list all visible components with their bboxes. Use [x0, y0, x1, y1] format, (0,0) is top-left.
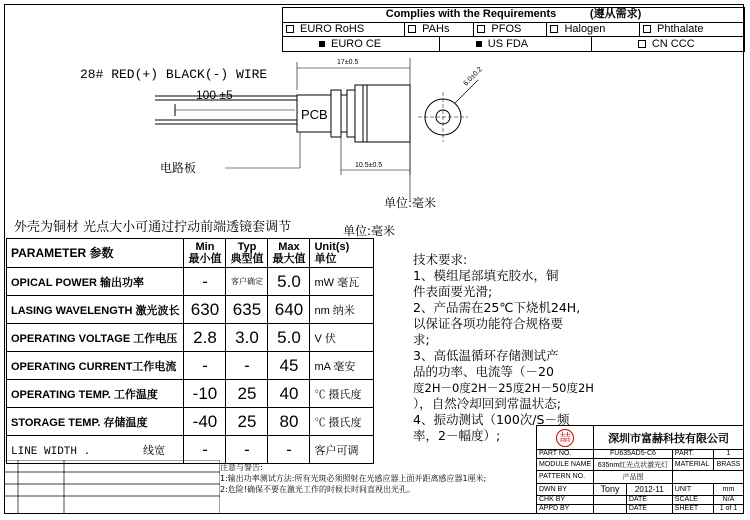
technical-requirements [413, 252, 598, 444]
unit-label: 单位:毫米 [384, 196, 437, 210]
compliance-item-ccc[interactable]: CN CCC [591, 37, 744, 52]
header-unit: Unit(s) 单位 [310, 239, 374, 268]
drawing-date: 2012-11 [626, 483, 672, 495]
part-no-label: PART NO. [537, 450, 594, 459]
dim-diameter-label: 10.5±0.5 [355, 162, 383, 169]
parameter-table [6, 238, 374, 464]
compliance-item-halogen[interactable]: Halogen [547, 22, 640, 37]
wire-length-label: 100 ±5 [196, 88, 233, 102]
table-row: OPERATING CURRENT工作电流 - - 45 mA 毫安 [7, 352, 374, 380]
dim-length-label: 17±0.5 [337, 59, 359, 66]
compliance-item-phthalate[interactable]: Phthalate [640, 22, 745, 37]
header-min: Min 最小值 [184, 239, 226, 268]
pcb-label: PCB [301, 107, 328, 122]
tech-line: 3、高低温循环存储测试产 [413, 348, 559, 363]
tech-title: 技术要求: [413, 252, 468, 267]
circuit-board-label: 电路板 [160, 161, 197, 175]
product-drawing: 产品图 [594, 471, 673, 483]
scale-value: N/A [714, 496, 744, 505]
warnings-title: 注意与警告: [220, 463, 263, 472]
wire-label: 28# RED(+) BLACK(-) WIRE [80, 67, 268, 82]
date-label: DATE [626, 504, 672, 513]
part-value: 1 [714, 450, 744, 459]
tech-line: 以保证各项功能符合规格要 [413, 316, 564, 331]
table-row: OPERATING VOLTAGE 工作电压 2.8 3.0 5.0 V 伏 [7, 324, 374, 352]
pattern-label: PATTERN NO. [537, 471, 594, 483]
part-label: PART. [672, 450, 713, 459]
compliance-item-ce[interactable]: EURO CE [283, 37, 440, 52]
material-value: BRASS [714, 458, 744, 470]
warning-line: 1:输出功率测试方法:所有光斑必须照射在光感应器上面并距离感应器1厘米; [220, 474, 487, 483]
drawn-by: Tony [594, 483, 627, 495]
drawn-label: DWN BY [537, 483, 594, 495]
tech-line: 率，2－幅度）; [413, 428, 501, 443]
table-row: OPERATING TEMP. 工作温度 -10 25 40 ℃ 摄氏度 [7, 380, 374, 408]
compliance-title-cn: (遵从需求) [589, 8, 642, 21]
compliance-item-rohs[interactable]: EURO RoHS [283, 22, 405, 37]
module-name: 635nm红光点状激光灯 [594, 458, 673, 470]
warnings [220, 462, 486, 495]
module-label: MODULE NAME [537, 458, 594, 470]
table-row: OPICAL POWER 输出功率 - 客户确定 5.0 mW 毫瓦 [7, 268, 374, 296]
compliance-item-fda[interactable]: US FDA [439, 37, 591, 52]
appd-label: APPD BY [537, 504, 594, 513]
compliance-item-pfos[interactable]: PFOS [474, 22, 547, 37]
tech-line: ），自然冷却回到常温状态; [413, 396, 561, 411]
scale-label: SCALE [672, 496, 713, 505]
tech-line: 件表面要光滑; [413, 284, 493, 299]
unit-value: mm [714, 483, 744, 495]
tech-line: 4、振动测试（100次/S－频 [413, 412, 570, 427]
housing-note: 外壳为铜材 光点大小可通过拧动前端透镜套调节 [14, 220, 292, 235]
material-label: MATERIAL [672, 458, 713, 470]
header-typ: Typ 典型值 [226, 239, 268, 268]
title-block [536, 425, 744, 514]
header-parameter: PARAMETER 参数 [7, 239, 184, 268]
part-no: FU635AD5-C6 [594, 450, 673, 459]
check-label: CHK BY [537, 496, 594, 505]
table-row: LASING WAVELENGTH 激光波长 630 635 640 nm 纳米 [7, 296, 374, 324]
header-max: Max 最大值 [268, 239, 310, 268]
sheet-label: SHEET [672, 504, 713, 513]
company-name: 深圳市富赫科技有限公司 [594, 426, 744, 450]
unit-label-2: 单位:毫米 [343, 224, 396, 238]
tech-line: 度2H－0度2H－25度2H－50度2H [413, 381, 594, 395]
revision-block [4, 460, 220, 514]
mechanical-drawing [0, 0, 750, 240]
date-label: DATE [626, 496, 672, 505]
logo-seal-icon: 喆 [556, 429, 574, 447]
tech-line: 品的功率、电流等（－20 [413, 364, 554, 379]
sheet-value: 1 of 1 [714, 504, 744, 513]
tech-line: 1、模组尾部填充胶水，铜 [413, 268, 559, 283]
warning-line: 2:危险!确保不要在激光工作的时候长时间直视出光孔。 [220, 485, 415, 494]
tech-line: 求; [413, 332, 430, 347]
compliance-item-pahs[interactable]: PAHs [405, 22, 474, 37]
company-logo [537, 426, 594, 450]
compliance-title: Complies with the Requirements [385, 8, 557, 21]
unit-label: UNIT [672, 483, 713, 495]
dim-ring-label: 6.0±0.2 [462, 65, 484, 88]
tech-line: 2、产品需在25℃下烧机24H, [413, 300, 581, 315]
table-row: STORAGE TEMP. 存储温度 -40 25 80 ℃ 摄氏度 [7, 408, 374, 436]
table-row: LINE WIDTH . 线宽 - - - 客户可调 [7, 436, 374, 464]
